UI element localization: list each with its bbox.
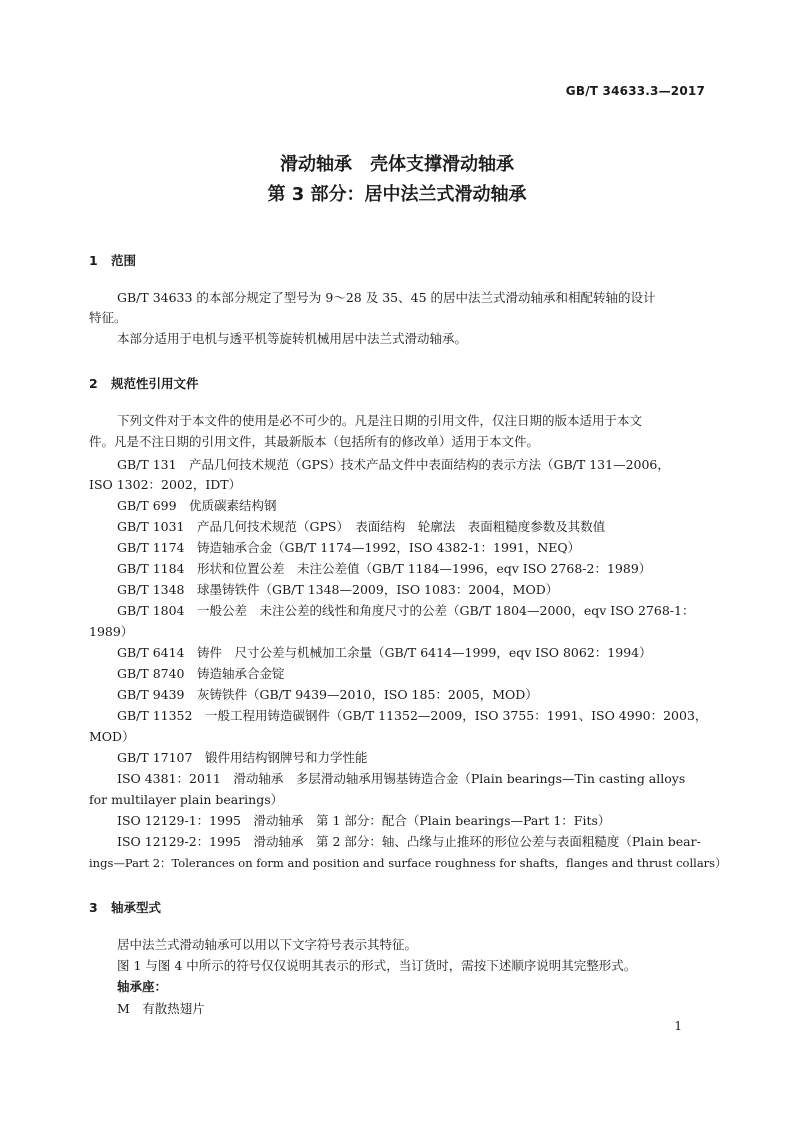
- section-number: 2: [89, 376, 98, 391]
- reference-entry-cont: for multilayer plain bearings）: [89, 792, 284, 807]
- document-title-line2: 第 3 部分：居中法兰式滑动轴承: [267, 184, 527, 205]
- reference-entry-cont: ISO 1302：2002，IDT）: [89, 477, 242, 492]
- reference-entry: GB/T 1804 一般公差 未注公差的线性和角度尺寸的公差（GB/T 1804—2000，eqv ISO 2768-1：: [117, 603, 695, 618]
- paragraph-line: GB/T 34633 的本部分规定了型号为 9～28 及 35、45 的居中法兰式滑动轴承和相配转轴的设计: [117, 290, 656, 305]
- reference-entry: GB/T 131 产品几何技术规范（GPS）技术产品文件中表面结构的表示方法（GB/T 131—2006，: [117, 457, 670, 472]
- reference-entry: GB/T 1031 产品几何技术规范（GPS） 表面结构 轮廓法 表面粗糙度参数及其数值: [117, 519, 606, 534]
- section-number: 3: [89, 900, 98, 915]
- reference-entry: ISO 12129-2：1995 滑动轴承 第 2 部分：轴、凸缘与止推环的形位公差与表面粗糙度（Plain bear-: [117, 834, 701, 849]
- symbol-item: M 有散热翅片: [117, 1001, 205, 1016]
- paragraph-line: 特征。: [89, 310, 127, 325]
- reference-entry: ISO 4381：2011 滑动轴承 多层滑动轴承用锡基铸造合金（Plain bearings—Tin casting alloys: [117, 771, 686, 786]
- reference-entry: GB/T 6414 铸件 尺寸公差与机械加工余量（GB/T 6414—1999，eqv ISO 8062：1994）: [117, 645, 652, 660]
- section-title: 轴承型式: [111, 900, 162, 915]
- bearing-housing-label: 轴承座：: [117, 979, 168, 994]
- reference-entry: ISO 12129-1：1995 滑动轴承 第 1 部分：配合（Plain bearings—Part 1：Fits）: [117, 813, 611, 828]
- reference-entry: GB/T 9439 灰铸铁件（GB/T 9439—2010，ISO 185：2005，MOD）: [117, 687, 538, 702]
- section-title: 规范性引用文件: [111, 376, 199, 391]
- section-3-heading: [89, 898, 161, 916]
- reference-entry: GB/T 11352 一般工程用铸造碳钢件（GB/T 11352—2009，ISO 3755：1991、ISO 4990：2003，: [117, 708, 708, 723]
- reference-entry: GB/T 8740 铸造轴承合金锭: [117, 666, 285, 681]
- paragraph-line: 本部分适用于电机与透平机等旋转机械用居中法兰式滑动轴承。: [117, 331, 468, 346]
- reference-entry: GB/T 1348 球墨铸铁件（GB/T 1348—2009，ISO 1083：2004，MOD）: [117, 582, 559, 597]
- reference-entry: GB/T 1174 铸造轴承合金（GB/T 1174—1992，ISO 4382-1：1991，NEQ）: [117, 540, 581, 555]
- reference-entry: GB/T 699 优质碳素结构钢: [117, 498, 277, 513]
- section-title: 范围: [111, 253, 137, 268]
- page-number: 1: [674, 1019, 682, 1033]
- reference-entry-cont: ings—Part 2：Tolerances on form and position and surface roughness for shafts，flanges and thrust collars）: [89, 856, 727, 870]
- reference-entry-cont: MOD）: [89, 729, 135, 744]
- paragraph-line: 件。凡是不注日期的引用文件，其最新版本（包括所有的修改单）适用于本文件。: [89, 434, 540, 449]
- reference-entry: GB/T 17107 锻件用结构钢牌号和力学性能: [117, 750, 368, 765]
- paragraph-line: 下列文件对于本文件的使用是必不可少的。凡是注日期的引用文件，仅注日期的版本适用于本文: [117, 413, 643, 428]
- section-1-heading: [89, 251, 136, 269]
- section-2-heading: [89, 374, 199, 392]
- reference-entry-cont: 1989）: [89, 624, 134, 639]
- paragraph-line: 图 1 与图 4 中所示的符号仅仅说明其表示的形式，当订货时，需按下述顺序说明其完整形式。: [117, 958, 637, 973]
- section-number: 1: [89, 253, 98, 268]
- paragraph-line: 居中法兰式滑动轴承可以用以下文字符号表示其特征。: [117, 937, 418, 952]
- title-part-a: 滑动轴承: [280, 154, 352, 175]
- standard-number: GB/T 34633.3—2017: [565, 84, 705, 98]
- document-title-line1: [0, 150, 794, 176]
- reference-entry: GB/T 1184 形状和位置公差 未注公差值（GB/T 1184—1996，eqv ISO 2768-2：1989）: [117, 561, 652, 576]
- title-part-b: 壳体支撑滑动轴承: [370, 154, 514, 175]
